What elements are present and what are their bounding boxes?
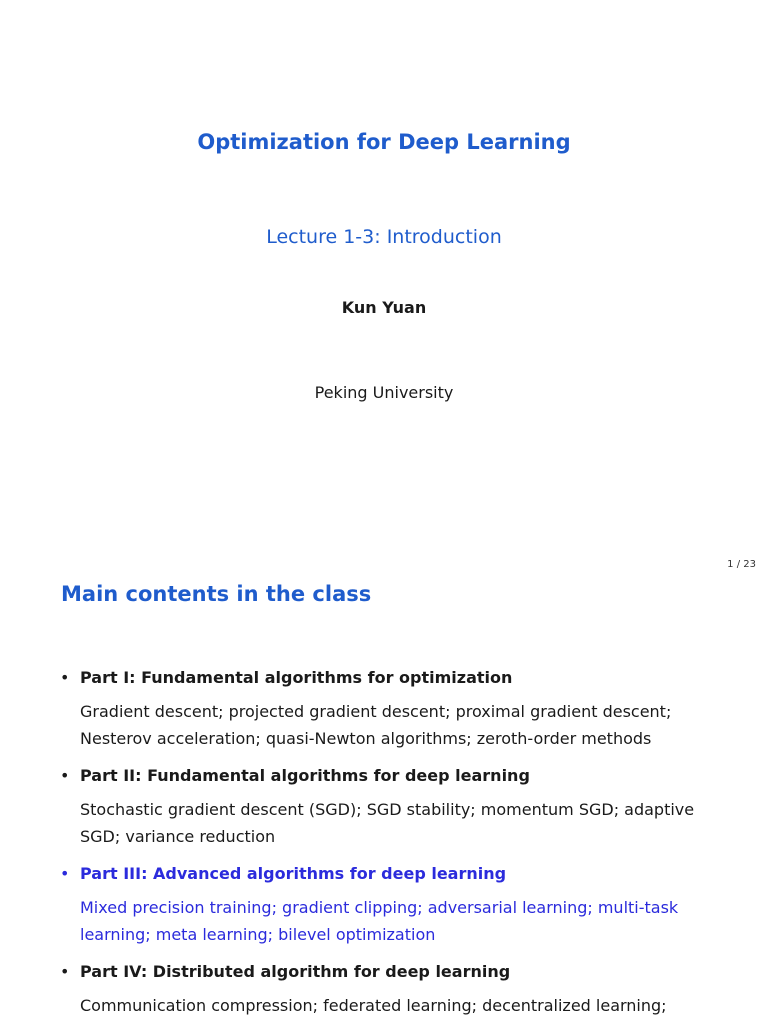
part-title: Part IV: Distributed algorithm for deep learning [80,962,511,981]
bullet-icon: • [60,962,70,981]
part-title: Part III: Advanced algorithms for deep learning [80,864,507,883]
lecture-subtitle: Lecture 1-3: Introduction [266,226,502,248]
part-title: Part II: Fundamental algorithms for deep learning [80,766,530,785]
page-number: 1 / 23 [727,559,756,570]
presentation-title: Optimization for Deep Learning [197,130,571,154]
author-name: Kun Yuan [341,298,427,317]
part-description: Stochastic gradient descent (SGD); SGD stability; momentum SGD; adaptive SGD; variance reduction [80,800,695,846]
part-description: Mixed precision training; gradient clipping; adversarial learning; multi-task learning; meta learning; bilevel optimization [80,898,679,944]
parts-list [0,666,768,1024]
bullet-icon: • [60,668,70,687]
part-description: Gradient descent; projected gradient descent; proximal gradient descent; Nesterov acceleration; quasi-Newton algorithms; zeroth-order methods [80,702,672,748]
part-item [0,764,768,850]
part-title: Part I: Fundamental algorithms for optimization [80,668,513,687]
part-item [0,960,768,1019]
slide-title: Main contents in the class [61,582,372,606]
bullet-icon: • [60,864,70,883]
institute-name: Peking University [314,383,454,402]
part-item-highlighted [0,862,768,948]
part-description: Communication compression; federated learning; decentralized learning; [80,996,667,1015]
contents-slide [0,576,768,1024]
part-item [0,666,768,752]
bullet-icon: • [60,766,70,785]
